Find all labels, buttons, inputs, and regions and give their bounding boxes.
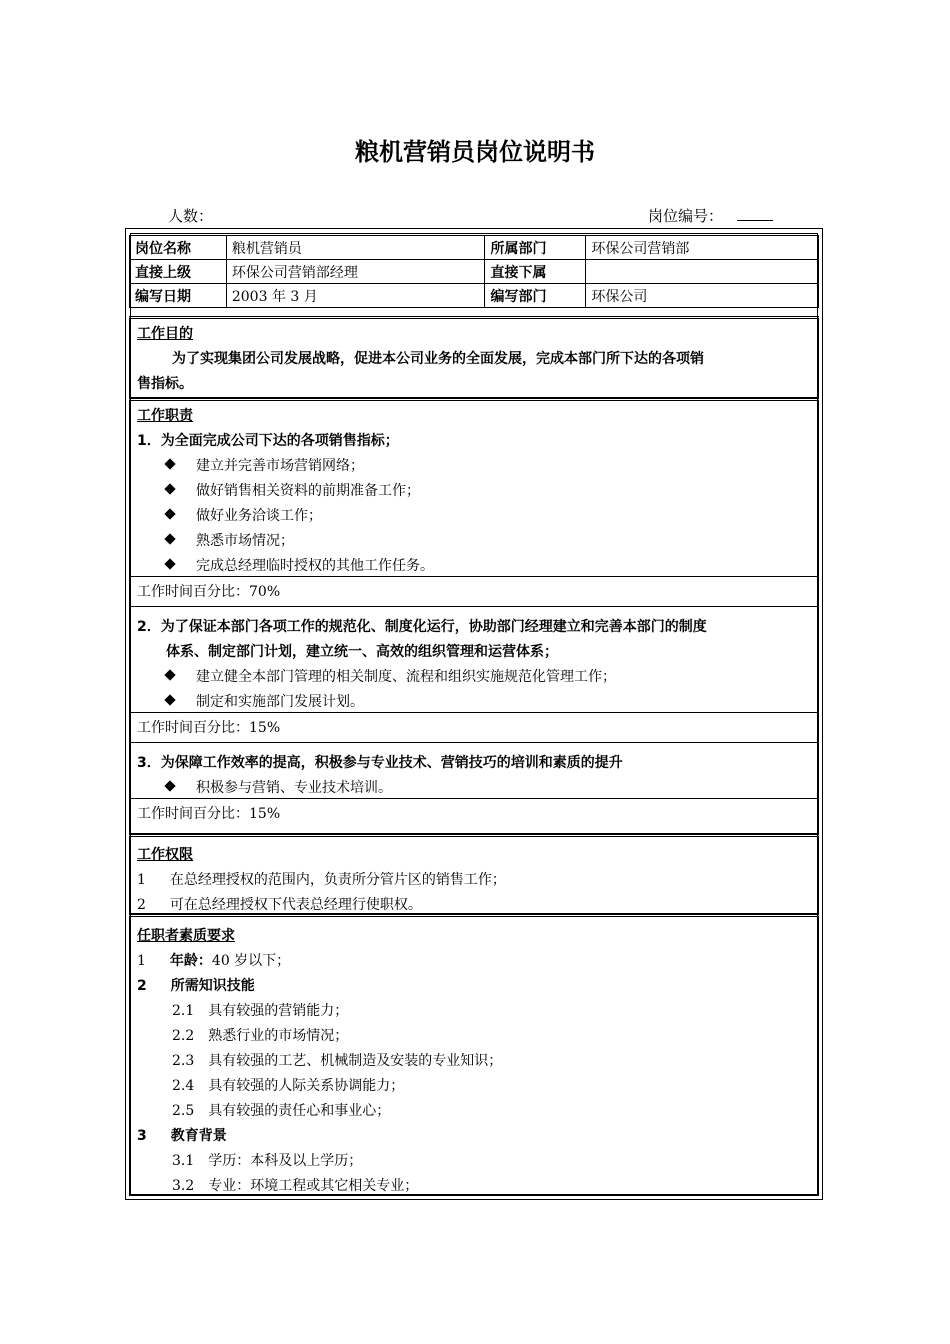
section-heading: 任职者素质要求 bbox=[137, 928, 235, 944]
list-item: 2.2 熟悉行业的市场情况； bbox=[172, 1028, 349, 1044]
list-item: 3.1 学历：本科及以上学历； bbox=[172, 1153, 363, 1169]
position-code-blank bbox=[737, 206, 773, 221]
header-table bbox=[129, 235, 819, 308]
list-item: 1 在总经理授权的范围内，负责所分管片区的销售工作； bbox=[137, 872, 506, 888]
header-label: 直接上级 bbox=[130, 260, 227, 284]
list-item: 2.3 具有较强的工艺、机械制造及安装的专业知识； bbox=[172, 1053, 503, 1069]
list-item: 2.5 具有较强的责任心和事业心； bbox=[172, 1103, 391, 1119]
list-item: 做好销售相关资料的前期准备工作； bbox=[166, 480, 420, 500]
header-row bbox=[130, 236, 819, 260]
list-item: 2.1 具有较强的营销能力； bbox=[172, 1003, 349, 1019]
section-heading: 工作权限 bbox=[137, 847, 193, 863]
bullet-icon bbox=[164, 483, 175, 494]
bullet-icon bbox=[164, 458, 175, 469]
list-item: 1 年龄：40 岁以下； bbox=[137, 953, 291, 969]
bullet-icon bbox=[164, 508, 175, 519]
header-value: 2003 年 3 月 bbox=[226, 284, 485, 308]
header-label: 编写日期 bbox=[130, 284, 227, 308]
divider bbox=[130, 798, 818, 799]
section-heading: 工作目的 bbox=[137, 326, 193, 342]
list-item: 做好业务洽谈工作； bbox=[166, 505, 322, 525]
bullet-icon bbox=[164, 669, 175, 680]
time-percentage: 工作时间百分比：15% bbox=[137, 806, 281, 822]
list-item: 3 教育背景 bbox=[137, 1128, 227, 1144]
duty-title: 1．为全面完成公司下达的各项销售指标； bbox=[137, 433, 399, 449]
header-value bbox=[586, 260, 819, 284]
position-code-label: 岗位编号： bbox=[648, 207, 724, 225]
header-row bbox=[130, 260, 819, 284]
duty-title: 3．为保障工作效率的提高，积极参与专业技术、营销技巧的培训和素质的提升 bbox=[137, 755, 623, 771]
page-title: 粮机营销员岗位说明书 bbox=[355, 138, 595, 166]
list-item: 2.4 具有较强的人际关系协调能力； bbox=[172, 1078, 405, 1094]
header-label: 所属部门 bbox=[485, 236, 586, 260]
list-item: 2 可在总经理授权下代表总经理行使职权。 bbox=[137, 897, 422, 913]
header-label: 直接下属 bbox=[485, 260, 586, 284]
bullet-icon bbox=[164, 780, 175, 791]
header-row bbox=[130, 284, 819, 308]
bullet-icon bbox=[164, 694, 175, 705]
position-code bbox=[648, 205, 773, 226]
time-percentage: 工作时间百分比：70% bbox=[137, 584, 281, 600]
list-item: 积极参与营销、专业技术培训。 bbox=[166, 777, 392, 797]
header-value: 环保公司营销部经理 bbox=[226, 260, 485, 284]
divider bbox=[130, 712, 818, 713]
time-percentage: 工作时间百分比：15% bbox=[137, 720, 281, 736]
duty-title: 体系、制定部门计划，建立统一、高效的组织管理和运营体系； bbox=[166, 644, 558, 660]
header-value: 环保公司 bbox=[586, 284, 819, 308]
duty-title: 2．为了保证本部门各项工作的规范化、制度化运行，协助部门经理建立和完善本部门的制度 bbox=[137, 619, 707, 635]
header-value: 粮机营销员 bbox=[226, 236, 485, 260]
header-value: 环保公司营销部 bbox=[586, 236, 819, 260]
header-label: 编写部门 bbox=[485, 284, 586, 308]
divider bbox=[130, 576, 818, 577]
list-item: 2 所需知识技能 bbox=[137, 978, 255, 994]
list-item: 建立健全本部门管理的相关制度、流程和组织实施规范化管理工作； bbox=[166, 666, 616, 686]
list-item: 制定和实施部门发展计划。 bbox=[166, 691, 364, 711]
bullet-icon bbox=[164, 533, 175, 544]
divider bbox=[130, 606, 818, 607]
headcount-label: 人数： bbox=[168, 207, 214, 225]
list-item: 熟悉市场情况； bbox=[166, 530, 294, 550]
header-label: 岗位名称 bbox=[130, 236, 227, 260]
list-item: 建立并完善市场营销网络； bbox=[166, 455, 364, 475]
purpose-text: 为了实现集团公司发展战略，促进本公司业务的全面发展，完成本部门所下达的各项销 bbox=[172, 351, 704, 367]
purpose-text: 售指标。 bbox=[137, 376, 193, 392]
list-item: 完成总经理临时授权的其他工作任务。 bbox=[166, 555, 434, 575]
list-item: 3.2 专业：环境工程或其它相关专业； bbox=[172, 1178, 419, 1194]
bullet-icon bbox=[164, 558, 175, 569]
divider bbox=[130, 742, 818, 743]
section-heading: 工作职责 bbox=[137, 408, 193, 424]
